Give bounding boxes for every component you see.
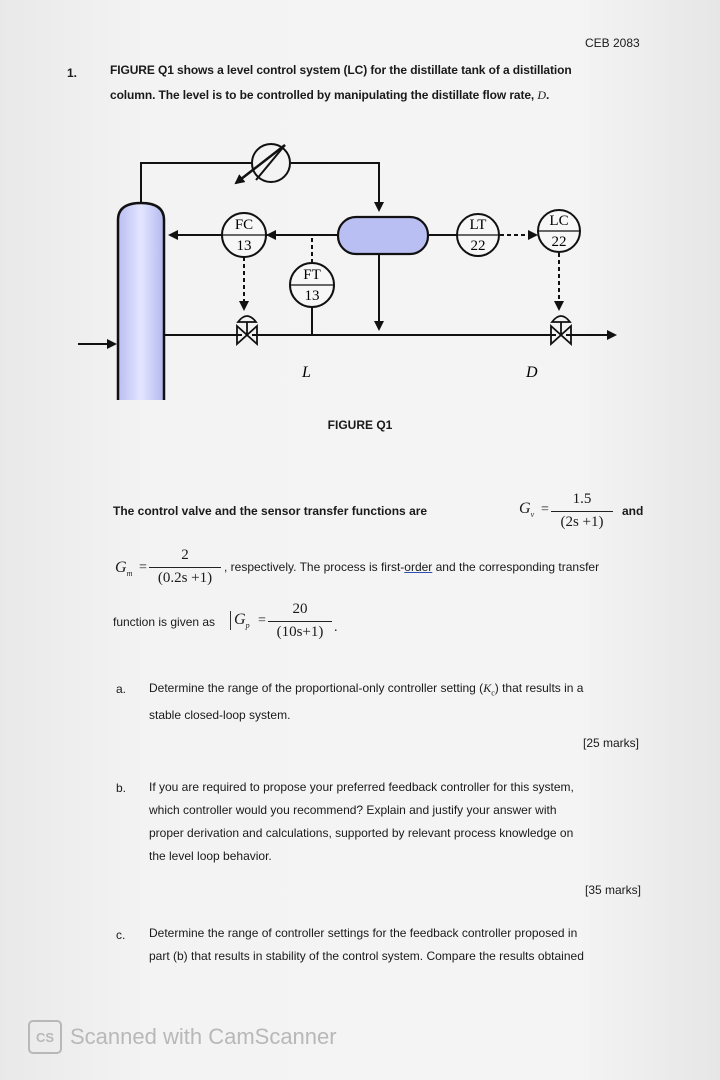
part-c-label: c. (116, 928, 126, 942)
gp-fraction (268, 601, 332, 641)
intro-line2-suffix: . (545, 88, 550, 102)
part-a-line1: Determine the range of the proportional-only controller setting $(K_c)$ that results in a (149, 681, 584, 698)
stream-label-l: L (302, 364, 311, 381)
part-a-label: a. (116, 682, 127, 696)
lc-num: 22 (551, 234, 567, 250)
tf-line2-text: , respectively. The process is first-order and the corresponding transfer (224, 560, 600, 574)
part-a-text (149, 677, 654, 727)
part-b-marks: [35 marks] (585, 883, 642, 897)
part-b-line3: proper derivation and calculations, supported by relevant process knowledge on (149, 826, 574, 840)
vapor-line-to-drum (291, 163, 379, 210)
vapor-line (141, 163, 251, 203)
question-intro (110, 58, 645, 108)
watermark-text: Scanned with CamScanner (70, 1024, 337, 1049)
gv-fraction (551, 491, 613, 531)
gv-equals: = (541, 502, 549, 517)
part-c-line1: Determine the range of controller settings for the feedback controller proposed in (149, 926, 578, 940)
part-a-marks: [25 marks] (583, 736, 640, 750)
question-intro-line1: FIGURE Q1 shows a level control system (LC) for the distillate tank of a distillation (110, 63, 572, 77)
gp-period: . (334, 620, 338, 635)
part-c-text (149, 922, 659, 968)
tf-line3-text: function is given as (113, 615, 216, 629)
part-c-line2: part (b) that results in stability of the control system. Compare the results obtained (149, 949, 584, 963)
ft-tag: FT (303, 267, 321, 283)
gp-denominator: (10s+1) (276, 624, 324, 640)
camscanner-watermark (28, 1020, 337, 1054)
question-intro-line2 (110, 83, 645, 108)
distillate-tank (338, 217, 428, 254)
intro-variable-d: D (537, 88, 546, 102)
control-valve-l (237, 316, 257, 344)
gp-numerator: 20 (292, 601, 308, 617)
part-b-label: b. (116, 781, 127, 795)
gv-denominator: (2s +1) (560, 514, 604, 530)
fc-num: 13 (236, 238, 252, 254)
gm-equals: = (139, 560, 147, 575)
course-code: CEB 2083 (585, 36, 640, 50)
gp-symbol: $G_p$ (230, 611, 250, 630)
instrument-fc13 (222, 213, 266, 257)
intro-line2-prefix: column. The level is to be controlled by manipulating the distillate flow rate, (110, 88, 538, 102)
gm-numerator: 2 (181, 547, 189, 563)
camscanner-logo-icon: CS (28, 1020, 62, 1054)
ft-to-fc-signal (266, 235, 312, 263)
control-valve-d (551, 316, 571, 344)
gm-denominator: (0.2s +1) (157, 570, 213, 586)
underlined-word-order: order (404, 560, 433, 574)
process-diagram (70, 125, 630, 410)
instrument-ft13 (290, 263, 334, 307)
part-b-line4: the level loop behavior. (149, 849, 272, 863)
part-b-line2: which controller would you recommend? Explain and justify your answer with (149, 803, 557, 817)
distillation-column (118, 203, 164, 400)
part-b-line1: If you are required to propose your preferred feedback controller for this system, (149, 780, 574, 794)
figure-caption: FIGURE Q1 (327, 418, 393, 432)
ft-num: 13 (304, 288, 320, 304)
part-b-text (149, 776, 654, 868)
gm-symbol: $G_m$ (115, 559, 133, 579)
lt-tag: LT (469, 217, 487, 233)
gv-symbol: $G_v$ (519, 500, 535, 520)
gm-fraction (149, 547, 221, 587)
tf-line1-text: The control valve and the sensor transfer functions are (113, 504, 428, 518)
part-a-line2: stable closed-loop system. (149, 708, 291, 723)
tf-and: and (622, 504, 644, 518)
stream-label-d: D (526, 364, 538, 381)
fc-tag: FC (234, 217, 254, 233)
instrument-lc22 (538, 210, 580, 252)
gv-numerator: 1.5 (572, 491, 592, 507)
question-number: 1. (67, 66, 78, 80)
instrument-lt22 (457, 214, 499, 256)
gp-equals: = (258, 613, 266, 628)
lt-num: 22 (470, 238, 486, 254)
lc-tag: LC (549, 213, 569, 229)
